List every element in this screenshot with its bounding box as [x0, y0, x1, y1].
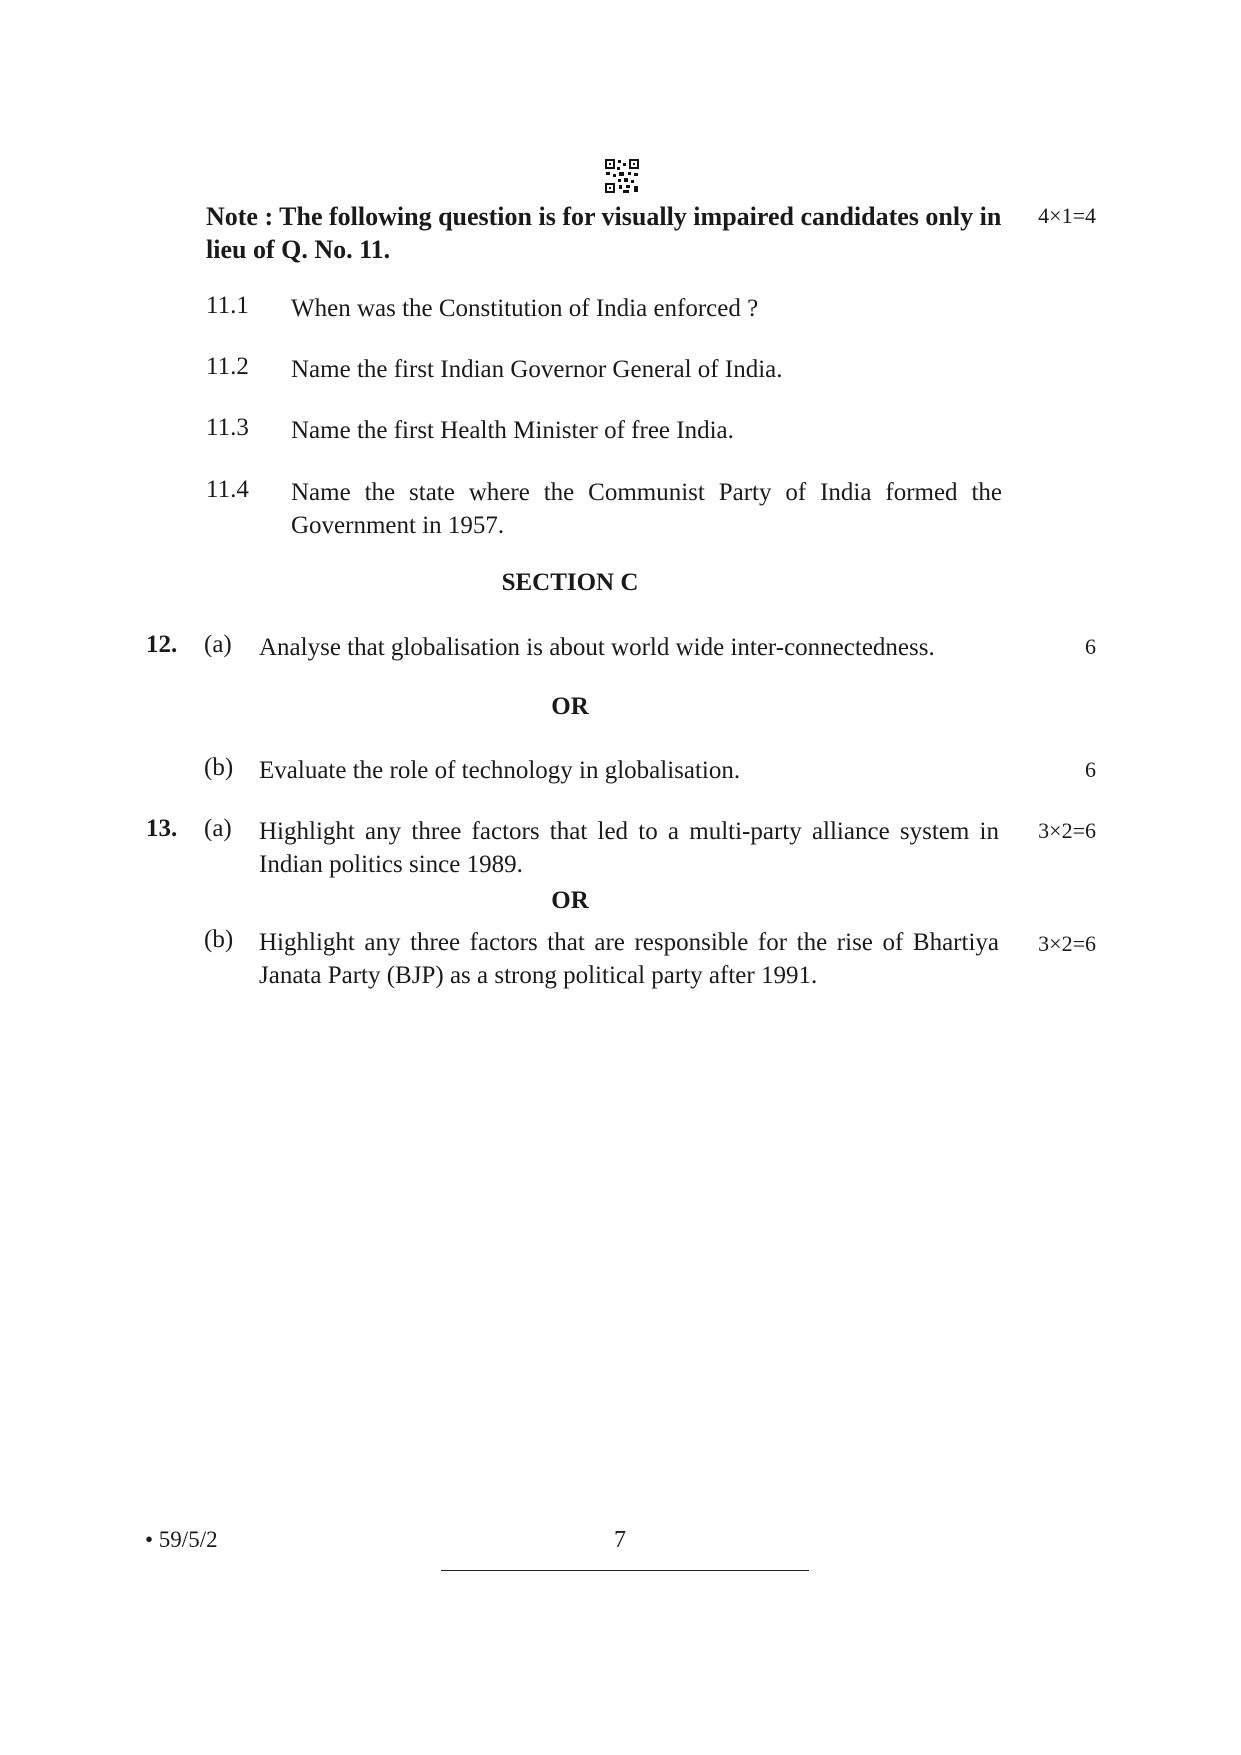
vi-question-text: Name the first Health Minister of free India.: [291, 417, 734, 444]
option-label: (a): [204, 815, 232, 842]
footer-rule: [441, 1570, 809, 1571]
note-marks: 4×1=4: [1038, 203, 1096, 228]
or-divider: OR: [551, 887, 589, 914]
question-text: Highlight any three factors that led to a multi-party alliance system in Indian politics since 1989.: [259, 818, 999, 878]
vi-question-number: 11.4: [206, 476, 249, 503]
or-divider: OR: [551, 693, 589, 720]
option-label: (b): [204, 926, 234, 953]
question-number: 12.: [146, 631, 178, 658]
vi-note: Note : The following question is for visually impaired candidates only in lieu of Q. No. 11.: [206, 202, 1002, 264]
option-label: (a): [204, 631, 232, 658]
vi-question-number: 11.2: [206, 353, 249, 380]
vi-question-text: When was the Constitution of India enforced ?: [291, 295, 759, 322]
question-text: Analyse that globalisation is about world wide inter-connectedness.: [259, 634, 935, 661]
question-marks: 3×2=6: [1038, 818, 1096, 843]
question-marks: 6: [1085, 634, 1096, 659]
vi-question-text: Name the state where the Communist Party of India formed the Government in 1957.: [291, 479, 1002, 539]
page-number: 7: [614, 1527, 626, 1553]
vi-question-number: 11.3: [206, 414, 249, 441]
section-heading: SECTION C: [501, 569, 639, 596]
qr-code-icon: [604, 158, 640, 194]
vi-question-number: 11.1: [206, 292, 249, 319]
question-number: 13.: [146, 815, 178, 842]
question-marks: 3×2=6: [1038, 931, 1096, 956]
question-marks: 6: [1085, 757, 1096, 782]
option-label: (b): [204, 754, 234, 781]
question-text: Highlight any three factors that are responsible for the rise of Bhartiya Janata Party (BJP) as a strong political party after 1991.: [259, 929, 999, 989]
paper-code: • 59/5/2: [145, 1527, 218, 1552]
question-text: Evaluate the role of technology in globalisation.: [259, 757, 741, 784]
vi-question-text: Name the first Indian Governor General of India.: [291, 356, 783, 383]
